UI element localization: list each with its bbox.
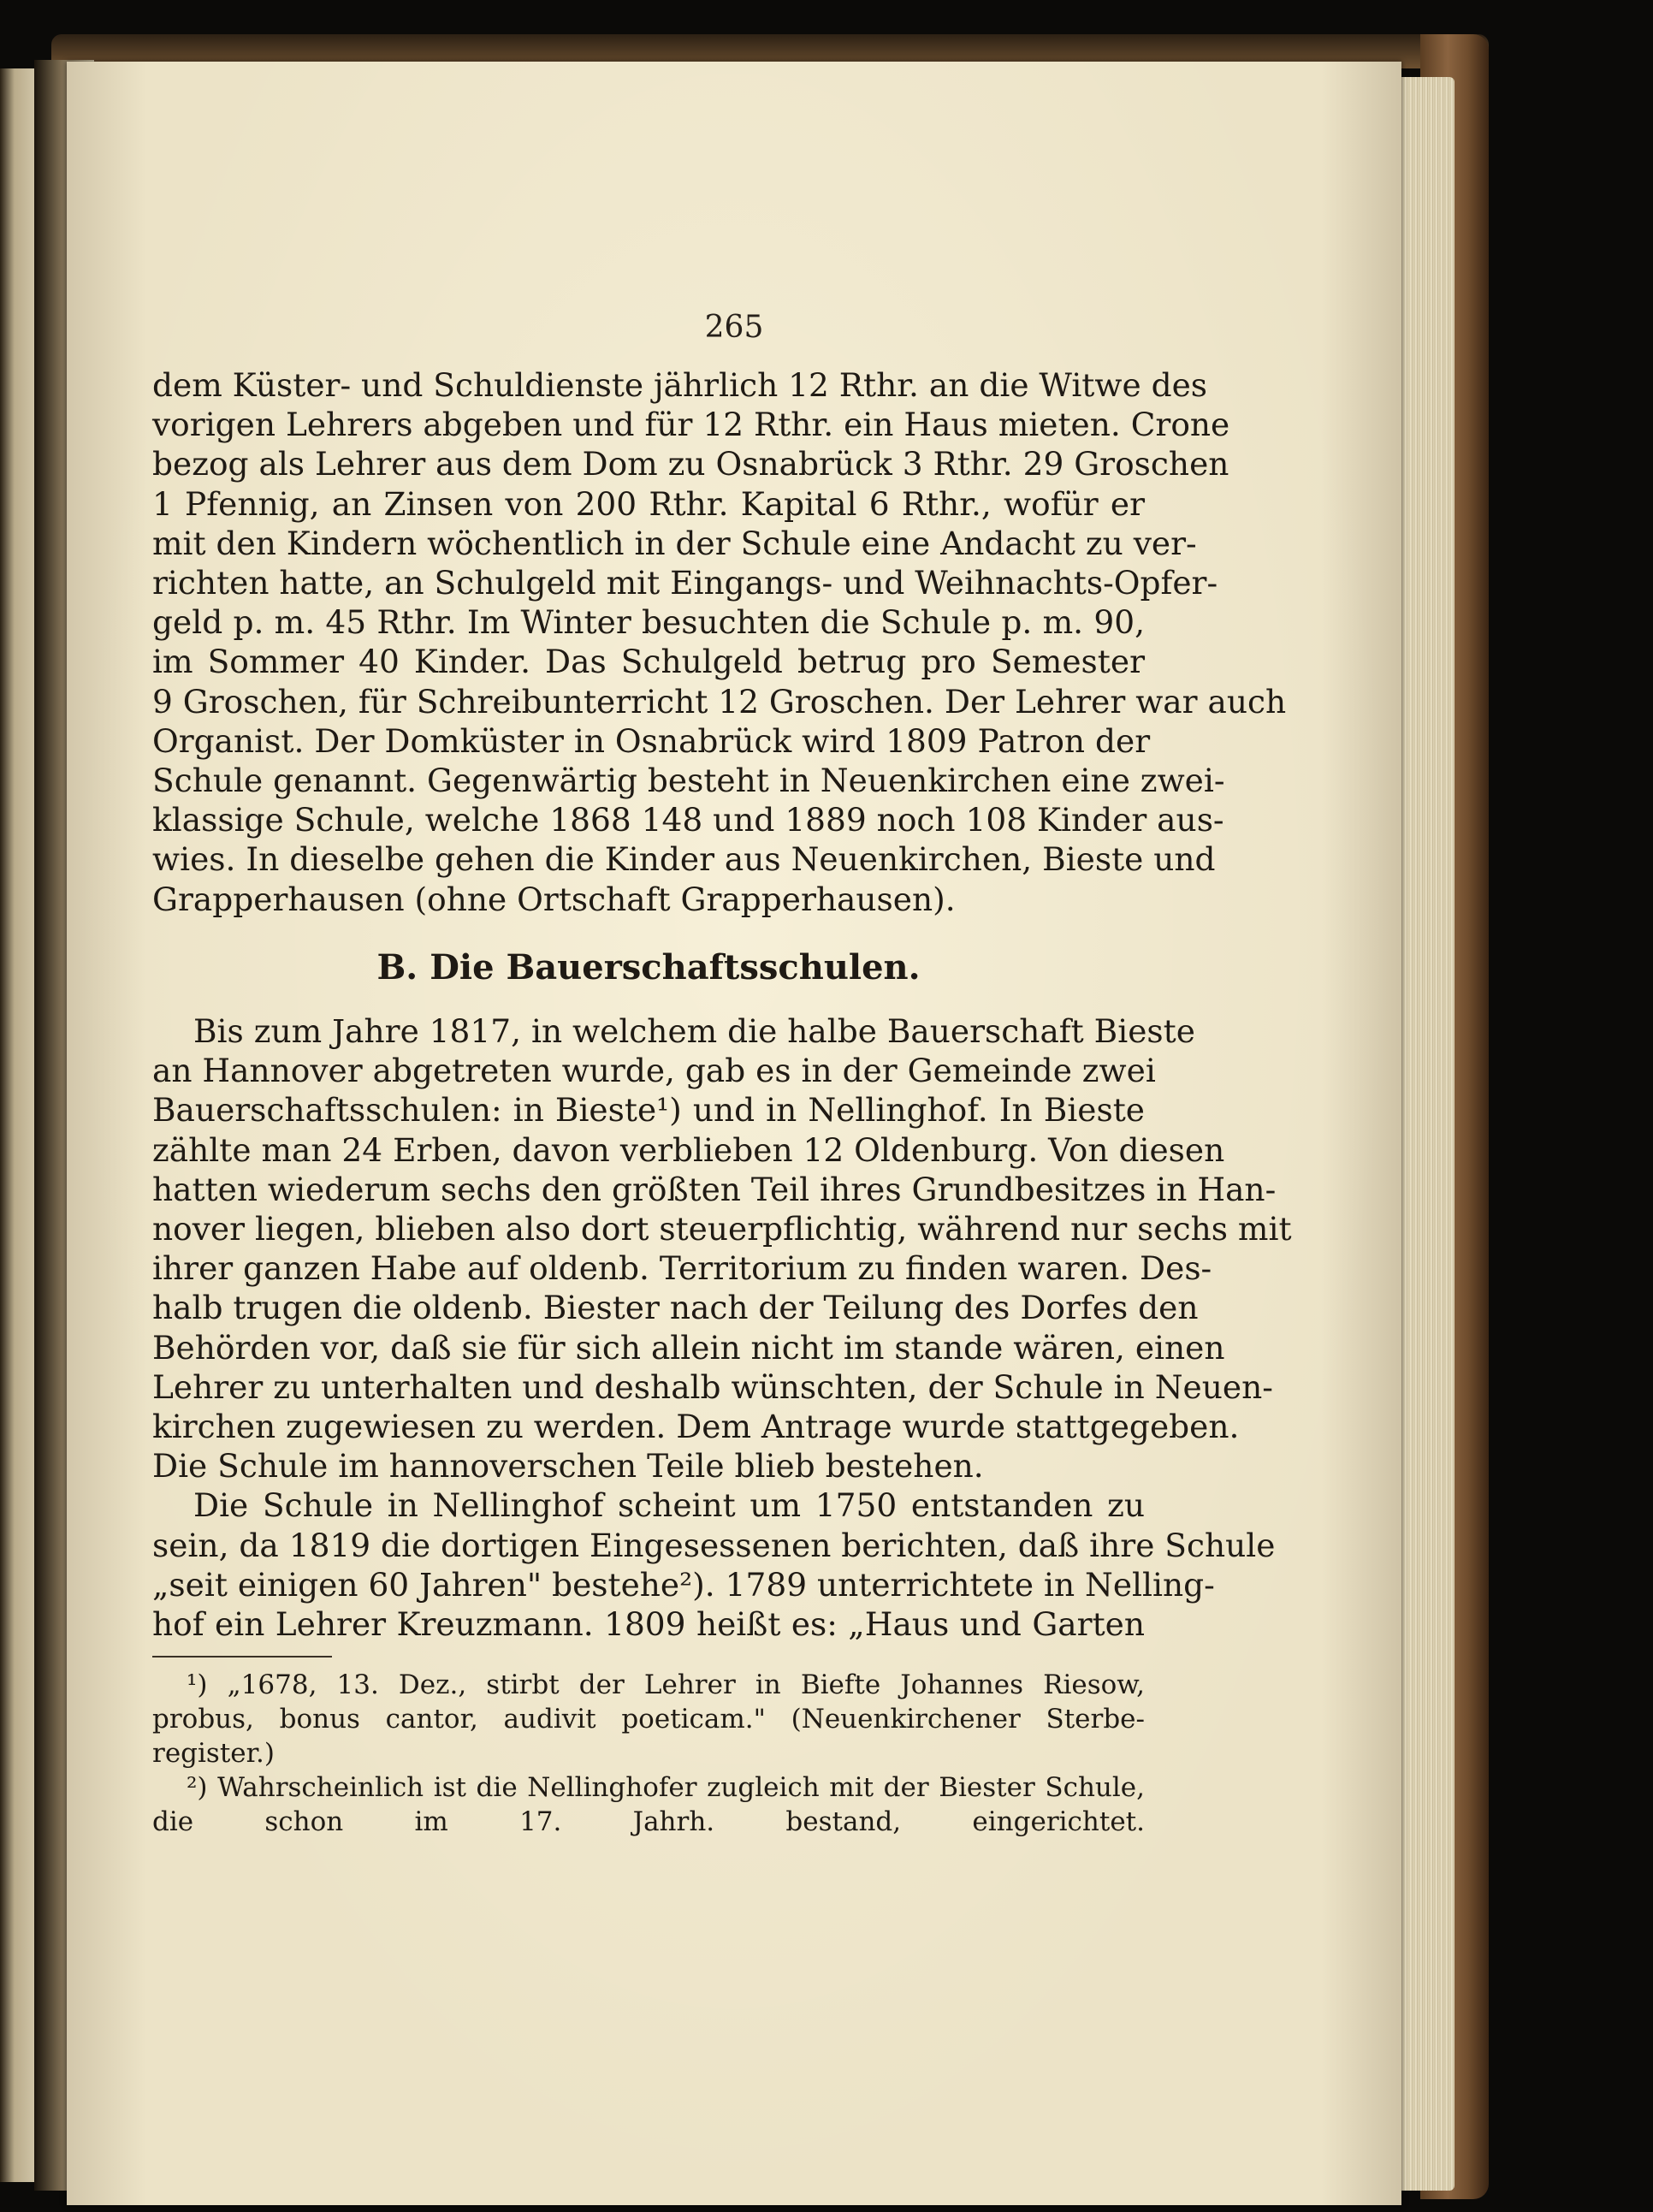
footnote-line: ²) Wahrscheinlich ist die Nellinghofer zugleich mit der Biester Schule,	[187, 1772, 1145, 1804]
page-number: 265	[704, 310, 764, 345]
text-line: sein, da 1819 die dortigen Eingesessenen berichten, daß ihre Schule	[152, 1526, 1276, 1564]
text-line: im Sommer 40 Kinder. Das Schulgeld betrug pro Semester	[152, 643, 1145, 681]
text-line: bezog als Lehrer aus dem Dom zu Osnabrück 3 Rthr. 29 Groschen	[152, 445, 1229, 483]
text-line: richten hatte, an Schulgeld mit Eingangs- und Weihnachts-Opfer-	[152, 564, 1218, 602]
page-body	[152, 365, 1292, 1839]
footnote-line: probus, bonus cantor, audivit poeticam." (Neuenkirchener Sterbe-	[152, 1704, 1145, 1735]
text-line: vorigen Lehrers abgeben und für 12 Rthr. ein Haus mieten. Crone	[152, 406, 1230, 444]
text-line: halb trugen die oldenb. Biester nach der Teilung des Dorfes den	[152, 1289, 1199, 1327]
text-line: Organist. Der Domküster in Osnabrück wird 1809 Patron der	[152, 721, 1151, 760]
section-heading	[152, 948, 1145, 987]
text-line: ihrer ganzen Habe auf oldenb. Territorium zu finden waren. Des-	[152, 1249, 1212, 1288]
section-letter: B.	[376, 946, 418, 987]
text-line: zählte man 24 Erben, davon verblieben 12 Oldenburg. Von diesen	[152, 1130, 1225, 1169]
paragraph-3	[152, 1486, 1276, 1644]
text-line: 9 Groschen, für Schreibunterricht 12 Groschen. Der Lehrer war auch	[152, 682, 1287, 721]
text-line: Schule genannt. Gegenwärtig besteht in Neuenkirchen eine zwei-	[152, 762, 1225, 800]
book-page	[67, 62, 1401, 2205]
text-line: Behörden vor, daß sie für sich allein nicht im stande wären, einen	[152, 1328, 1225, 1367]
text-line: geld p. m. 45 Rthr. Im Winter besuchten die Schule p. m. 90,	[152, 603, 1145, 642]
text-line: nover liegen, blieben also dort steuerpflichtig, während nur sechs mit	[152, 1210, 1292, 1248]
text-line: hof ein Lehrer Kreuzmann. 1809 heißt es: „Haus und Garten	[152, 1605, 1145, 1644]
footnote-line: die schon im 17. Jahrh. bestand, eingerichtet.	[152, 1806, 1145, 1838]
text-line: Die Schule im hannoverschen Teile blieb bestehen.	[152, 1447, 984, 1486]
paragraph-1	[152, 365, 1287, 919]
text-line: „seit einigen 60 Jahren" bestehe²). 1789 unterrichtete in Nelling-	[152, 1565, 1215, 1604]
footnote-divider	[152, 1656, 332, 1658]
text-line: Bis zum Jahre 1817, in welchem die halbe Bauerschaft Bieste	[193, 1012, 1195, 1051]
text-line: mit den Kindern wöchentlich in der Schule eine Andacht zu ver-	[152, 524, 1197, 562]
text-line: Die Schule in Nellinghof scheint um 1750 entstanden zu	[193, 1486, 1145, 1525]
text-line: Bauerschaftsschulen: in Bieste¹) und in Nellinghof. In Bieste	[152, 1091, 1145, 1130]
footnote-line: ¹) „1678, 13. Dez., stirbt der Lehrer in Biefte Johannes Riesow,	[187, 1669, 1145, 1701]
text-line: an Hannover abgetreten wurde, gab es in der Gemeinde zwei	[152, 1052, 1156, 1090]
section-title: Die Bauerschaftsschulen.	[430, 946, 921, 987]
text-line: wies. In dieselbe gehen die Kinder aus Neuenkirchen, Bieste und	[152, 840, 1216, 879]
text-line: Lehrer zu unterhalten und deshalb wünschten, der Schule in Neuen-	[152, 1367, 1273, 1406]
footnote-line: register.)	[152, 1738, 275, 1770]
text-line: kirchen zugewiesen zu werden. Dem Antrage wurde stattgegeben.	[152, 1408, 1240, 1446]
footnotes	[152, 1668, 1145, 1839]
paragraph-2	[152, 1011, 1292, 1486]
text-line: hatten wiederum sechs den größten Teil ihres Grundbesitzes in Han-	[152, 1170, 1277, 1208]
text-line: klassige Schule, welche 1868 148 und 1889 noch 108 Kinder aus-	[152, 801, 1224, 839]
text-line: 1 Pfennig, an Zinsen von 200 Rthr. Kapital 6 Rthr., wofür er	[152, 484, 1145, 523]
text-line: Grapperhausen (ohne Ortschaft Grapperhausen).	[152, 880, 956, 918]
text-line: dem Küster- und Schuldienste jährlich 12 Rthr. an die Witwe des	[152, 366, 1208, 404]
